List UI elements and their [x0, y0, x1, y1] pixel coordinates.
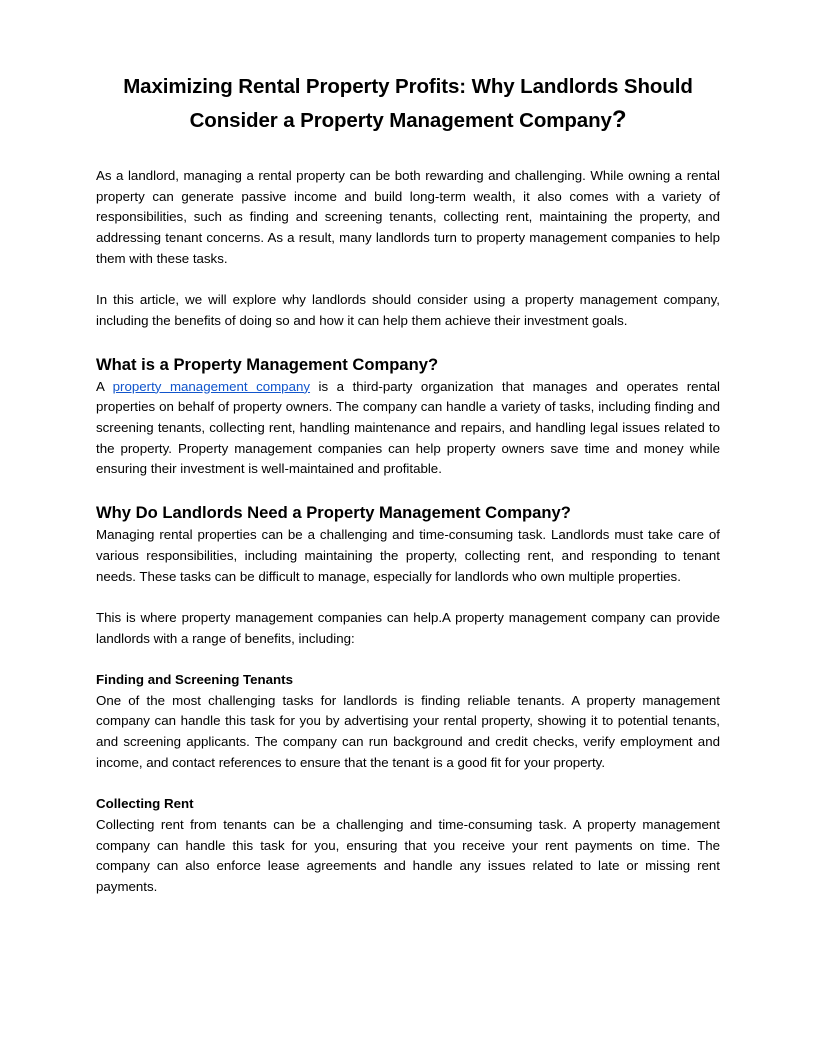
what-is-rest: is a third-party organization that manages and operates rental properties on behalf of property owners. The company can handle a variety of tasks, including finding and screening tenants, collecting rent, handling maintenance and repairs, and handling legal issues related to the property. Property management companies can help property owners save time and money while ensuring their investment is well-maintained and profitable.: [96, 378, 720, 477]
finding-tenants-paragraph: One of the most challenging tasks for landlords is finding reliable tenants. A property management company can handle this task for you by advertising your rental property, showing it to potential tenants, and screening applicants. The company can run background and credit checks, verify employment and income, and contact references to ensure that the tenant is a good fit for your property.: [96, 692, 720, 770]
why-need-paragraph-2: This is where property management companies can help.A property management company can provide landlords with a range of benefits, including:: [96, 609, 720, 646]
section-heading-why-need: Why Do Landlords Need a Property Management Company?: [96, 503, 571, 523]
subheading-finding-tenants: Finding and Screening Tenants: [96, 672, 294, 688]
document-title-question-mark: ?: [611, 106, 627, 133]
what-is-lead: A: [96, 378, 105, 394]
document-title: [96, 70, 720, 137]
section-heading-what-is: What is a Property Management Company?: [96, 354, 439, 374]
subheading-collecting-rent: Collecting Rent: [96, 796, 194, 812]
intro-paragraph-1: As a landlord, managing a rental property can be both rewarding and challenging. While owning a rental property can generate passive income and build long-term wealth, it also comes with a variety of responsibilities, such as finding and screening tenants, collecting rent, maintaining the property, and addressing tenant concerns. As a result, many landlords turn to property management companies to help them with these tasks.: [96, 168, 720, 266]
what-is-paragraph: [96, 377, 720, 481]
intro-paragraph-2: In this article, we will explore why landlords should consider using a property management company, including the benefits of doing so and how it can help them achieve their investment goals.: [96, 292, 720, 328]
document-page: [96, 0, 720, 898]
collecting-rent-paragraph: Collecting rent from tenants can be a challenging and time-consuming task. A property management company can handle this task for you, ensuring that you receive your rent payments on time. The company can also enforce lease agreements and handle any issues related to late or missing rent payments.: [96, 816, 720, 895]
property-management-company-link[interactable]: property management company: [112, 378, 311, 394]
document-title-text: Maximizing Rental Property Profits: Why Landlords Should Consider a Property Management Company: [123, 75, 693, 132]
why-need-paragraph-1: Managing rental properties can be a challenging and time-consuming task. Landlords must take care of various responsibilities, including maintaining the property, collecting rent, and responding to tenant needs. These tasks can be difficult to manage, especially for landlords who own multiple properties.: [96, 527, 720, 584]
